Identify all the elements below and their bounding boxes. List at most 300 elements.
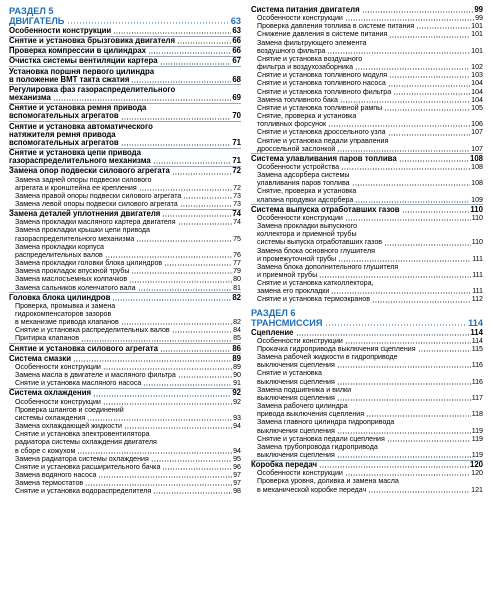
toc-entry-page: 66 bbox=[232, 46, 241, 56]
toc-entry[interactable] bbox=[9, 37, 241, 45]
toc-entry-label: Снятие и установка распределительных валов bbox=[15, 326, 170, 335]
section-6-number: РАЗДЕЛ 6 bbox=[251, 307, 296, 318]
toc-entry-page: 104 bbox=[471, 95, 483, 104]
toc-entry-page: 74 bbox=[232, 209, 241, 219]
toc-entry-page: 118 bbox=[471, 410, 483, 419]
toc-entry-page: 89 bbox=[233, 362, 241, 371]
toc-entry[interactable] bbox=[9, 243, 241, 251]
toc-entry[interactable] bbox=[251, 196, 483, 204]
toc-entry-page: 72 bbox=[233, 183, 241, 192]
toc-entry-page: 104 bbox=[471, 87, 483, 96]
toc-left-column bbox=[9, 6, 241, 600]
toc-entry[interactable] bbox=[251, 6, 483, 14]
toc-entry[interactable] bbox=[9, 371, 241, 379]
toc-entry[interactable] bbox=[9, 294, 241, 302]
leader-dots bbox=[366, 411, 471, 418]
toc-entry-page: 101 bbox=[471, 46, 483, 55]
leader-dots bbox=[164, 260, 232, 267]
toc-entry[interactable] bbox=[251, 163, 483, 171]
leader-dots bbox=[319, 462, 469, 469]
toc-entry-page: 110 bbox=[471, 213, 483, 222]
toc-entry[interactable] bbox=[251, 443, 483, 451]
toc-entry[interactable] bbox=[9, 422, 241, 430]
leader-dots bbox=[105, 252, 232, 259]
toc-entry-label: Снятие и установка термоэкранов bbox=[257, 295, 371, 304]
toc-entry[interactable] bbox=[9, 430, 241, 438]
toc-entry-label: Снятие и установка педали сцепления bbox=[257, 434, 385, 443]
toc-entry-label: Коробка передач bbox=[251, 460, 318, 470]
toc-entry-page: 90 bbox=[233, 371, 241, 380]
leader-dots bbox=[172, 168, 231, 175]
toc-entry-label: Очистка системы вентиляции картера bbox=[9, 56, 158, 66]
toc-entry[interactable] bbox=[9, 379, 241, 387]
toc-entry[interactable] bbox=[251, 279, 483, 287]
toc-entry[interactable] bbox=[251, 369, 483, 377]
toc-entry[interactable] bbox=[251, 469, 483, 477]
leader-dots bbox=[337, 362, 471, 369]
toc-entry-page: 109 bbox=[471, 195, 483, 204]
toc-entry[interactable] bbox=[251, 128, 483, 136]
toc-entry-page: 67 bbox=[232, 56, 241, 66]
toc-entry[interactable] bbox=[251, 222, 483, 230]
toc-entry[interactable] bbox=[251, 402, 483, 410]
toc-entry[interactable] bbox=[9, 389, 241, 397]
toc-entry-page: 101 bbox=[471, 22, 483, 31]
section-6-heading bbox=[251, 308, 483, 328]
toc-entry[interactable] bbox=[251, 179, 483, 187]
toc-entry[interactable] bbox=[251, 230, 483, 238]
toc-entry[interactable] bbox=[251, 63, 483, 71]
toc-entry-label: Замена опор подвески силового агрегата bbox=[9, 166, 170, 176]
toc-entry[interactable] bbox=[9, 284, 241, 292]
section-6-page: 114 bbox=[468, 317, 483, 328]
toc-entry[interactable] bbox=[251, 247, 483, 255]
leader-dots bbox=[93, 390, 231, 397]
toc-entry-label: клапана продувки адсорбера bbox=[257, 195, 354, 204]
leader-dots bbox=[121, 140, 232, 147]
toc-entry-label: Снятие и установка расширительного бачка bbox=[15, 462, 161, 471]
leader-dots bbox=[178, 219, 233, 226]
toc-entry-label: Снятие и установка автоматического bbox=[9, 121, 153, 131]
toc-entry[interactable] bbox=[251, 30, 483, 38]
toc-entry-page: 96 bbox=[233, 462, 241, 471]
leader-dots bbox=[103, 398, 232, 405]
leader-dots bbox=[121, 319, 232, 326]
leader-dots bbox=[352, 180, 471, 187]
toc-entry[interactable] bbox=[251, 145, 483, 153]
toc-entry-label: системы охлаждения bbox=[15, 413, 86, 422]
toc-right-entries-top bbox=[251, 6, 483, 304]
toc-entry-page: 108 bbox=[471, 162, 483, 171]
toc-entry-label: Система смазки bbox=[9, 353, 71, 363]
toc-entry-label: Замена охлаждающей жидкости bbox=[15, 422, 122, 431]
toc-entry[interactable] bbox=[9, 302, 241, 310]
toc-entry-label: газораспределительного механизма bbox=[9, 156, 151, 166]
toc-entry-page: 114 bbox=[470, 327, 483, 337]
toc-entry-page: 114 bbox=[471, 336, 483, 345]
toc-entry[interactable] bbox=[9, 251, 241, 259]
leader-dots bbox=[180, 201, 232, 208]
toc-entry-label: Снижение давления в системе питания bbox=[257, 30, 388, 39]
leader-dots bbox=[129, 276, 232, 283]
toc-entry[interactable] bbox=[251, 88, 483, 96]
toc-entry-page: 86 bbox=[232, 343, 241, 353]
toc-entry-page: 66 bbox=[232, 36, 241, 46]
toc-entry[interactable] bbox=[251, 187, 483, 195]
toc-entry[interactable] bbox=[251, 79, 483, 87]
toc-entry-page: 92 bbox=[233, 397, 241, 406]
toc-entry-page: 107 bbox=[471, 144, 483, 153]
toc-entry-label: распределительных валов bbox=[15, 250, 103, 259]
leader-dots bbox=[172, 327, 232, 334]
section-5-number: РАЗДЕЛ 5 bbox=[9, 6, 54, 16]
toc-entry-page: 104 bbox=[471, 79, 483, 88]
toc-entry-page: 71 bbox=[232, 156, 241, 166]
section-5-page: 63 bbox=[230, 16, 241, 26]
toc-entry-page: 101 bbox=[471, 30, 483, 39]
toc-entry[interactable] bbox=[251, 206, 483, 214]
leader-dots bbox=[327, 47, 470, 54]
toc-entry[interactable] bbox=[251, 329, 483, 337]
toc-entry[interactable] bbox=[251, 418, 483, 426]
toc-entry-page: 95 bbox=[233, 454, 241, 463]
toc-entry[interactable] bbox=[9, 487, 241, 495]
leader-dots bbox=[136, 235, 232, 242]
toc-entry-label: Замена блока дополнительного глушителя bbox=[257, 262, 399, 271]
section-6-title-row bbox=[251, 318, 483, 328]
toc-entry[interactable] bbox=[9, 334, 241, 342]
toc-entry[interactable] bbox=[9, 318, 241, 326]
leader-dots bbox=[121, 113, 232, 120]
toc-entry-label: Замена левой опоры подвески силового агрегата bbox=[15, 199, 178, 208]
toc-entry[interactable] bbox=[9, 47, 241, 55]
toc-entry-label: Проверка, промывка и замена bbox=[15, 301, 116, 310]
toc-entry[interactable] bbox=[9, 398, 241, 406]
toc-entry-label: Замена прокладок впускной трубы bbox=[15, 267, 130, 276]
toc-entry[interactable] bbox=[251, 112, 483, 120]
toc-entry[interactable] bbox=[9, 27, 241, 35]
toc-entry-label: агрегата и кронштейна ее крепления bbox=[15, 183, 137, 192]
toc-entry[interactable] bbox=[9, 479, 241, 487]
leader-dots bbox=[77, 447, 232, 454]
toc-entry[interactable] bbox=[9, 438, 241, 446]
toc-entry-label: Замена адсорбера системы bbox=[257, 171, 350, 180]
toc-entry-label: Замена рабочего цилиндра bbox=[257, 402, 348, 411]
toc-entry[interactable] bbox=[9, 326, 241, 334]
toc-entry[interactable] bbox=[251, 295, 483, 303]
toc-entry-page: 70 bbox=[232, 111, 241, 121]
toc-entry-page: 97 bbox=[233, 479, 241, 488]
toc-entry[interactable] bbox=[251, 451, 483, 459]
toc-entry-label: выключения сцепления bbox=[257, 426, 335, 435]
toc-entry-page: 119 bbox=[471, 426, 483, 435]
toc-entry-label: Замена сальников коленчатого вала bbox=[15, 283, 136, 292]
leader-dots bbox=[124, 423, 232, 430]
toc-entry[interactable] bbox=[9, 463, 241, 471]
toc-entry[interactable] bbox=[251, 271, 483, 279]
toc-entry-label: Замена термостатов bbox=[15, 479, 84, 488]
toc-entry[interactable] bbox=[251, 378, 483, 386]
toc-entry-label: Прокачка гидропривода выключения сцепления bbox=[257, 344, 416, 353]
toc-entry-label: вспомогательных агрегатов bbox=[9, 137, 119, 147]
toc-entry[interactable] bbox=[9, 184, 241, 192]
leader-dots bbox=[143, 380, 232, 387]
toc-entry[interactable] bbox=[9, 167, 241, 175]
toc-entry-label: Замена главного цилиндра гидропривода bbox=[257, 418, 395, 427]
toc-entry-page: 92 bbox=[232, 388, 241, 398]
toc-entry-page: 73 bbox=[233, 199, 241, 208]
toc-entry-label: Снятие и установка масляного насоса bbox=[15, 379, 142, 388]
toc-entry-page: 121 bbox=[471, 485, 483, 494]
toc-entry-label: Замена подшипника и вилки bbox=[257, 385, 352, 394]
toc-entry[interactable] bbox=[251, 410, 483, 418]
toc-entry-label: выключения сцепления bbox=[257, 361, 335, 370]
toc-entry-page: 111 bbox=[472, 271, 483, 279]
leader-dots bbox=[53, 95, 231, 102]
toc-entry[interactable] bbox=[251, 55, 483, 63]
toc-entry-page: 63 bbox=[232, 26, 241, 35]
toc-entry[interactable] bbox=[9, 76, 241, 84]
toc-entry-label: Проверка шлангов и соединений bbox=[15, 405, 124, 414]
toc-entry[interactable] bbox=[251, 120, 483, 128]
toc-entry-label: Особенности конструкции bbox=[9, 26, 112, 35]
toc-entry-label: Снятие и установка катколлектора, bbox=[257, 279, 374, 288]
leader-dots bbox=[319, 272, 471, 279]
toc-entry[interactable] bbox=[251, 394, 483, 402]
toc-entry-label: Сцепление bbox=[251, 327, 294, 337]
toc-entry[interactable] bbox=[251, 39, 483, 47]
toc-entry[interactable] bbox=[251, 486, 483, 494]
leader-dots bbox=[85, 480, 232, 487]
toc-entry-page: 107 bbox=[471, 128, 483, 137]
leader-dots bbox=[388, 80, 470, 87]
toc-entry[interactable] bbox=[251, 47, 483, 55]
toc-entry-page: 110 bbox=[470, 204, 483, 214]
toc-entry-label: выключения сцепления bbox=[257, 377, 335, 386]
toc-entry[interactable] bbox=[251, 337, 483, 345]
toc-entry-label: Замена трубопровода гидропривода bbox=[257, 442, 378, 451]
leader-dots bbox=[87, 415, 232, 422]
toc-entry-label: Особенности конструкции bbox=[257, 213, 343, 222]
toc-entry[interactable] bbox=[251, 214, 483, 222]
toc-entry-page: 117 bbox=[471, 393, 483, 402]
toc-entry-label: Головка блока цилиндров bbox=[9, 292, 111, 302]
toc-entry-label: Особенности конструкции bbox=[257, 14, 343, 23]
toc-entry[interactable] bbox=[9, 112, 241, 120]
toc-entry-label: Снятие, проверка и установка bbox=[257, 112, 357, 121]
toc-entry[interactable] bbox=[251, 427, 483, 435]
toc-entry-label: Снятие и установка топливного насоса bbox=[257, 79, 386, 88]
toc-entry-label: механизма bbox=[9, 93, 51, 103]
leader-dots bbox=[340, 96, 470, 103]
toc-entry[interactable] bbox=[9, 157, 241, 165]
toc-entry-label: гидрокомпенсаторов зазоров bbox=[15, 310, 112, 318]
toc-entry-label: Проверка уровня, доливка и замена масла bbox=[257, 477, 399, 486]
toc-entry[interactable] bbox=[251, 287, 483, 295]
leader-dots bbox=[81, 335, 232, 342]
toc-entry-label: улавливания паров топлива bbox=[257, 179, 350, 188]
toc-entry[interactable] bbox=[9, 447, 241, 455]
toc-entry[interactable] bbox=[9, 414, 241, 422]
leader-dots bbox=[402, 206, 470, 213]
toc-entry[interactable] bbox=[9, 455, 241, 463]
leader-dots bbox=[393, 88, 470, 95]
toc-entry[interactable] bbox=[9, 355, 241, 363]
toc-left-entries bbox=[9, 27, 241, 495]
leader-dots bbox=[160, 345, 231, 352]
leader-dots bbox=[112, 294, 231, 301]
leader-dots bbox=[362, 7, 474, 14]
toc-entry[interactable] bbox=[251, 171, 483, 179]
toc-entry-label: Снятие и установка цепи привода bbox=[9, 148, 141, 158]
toc-entry[interactable] bbox=[251, 255, 483, 263]
toc-entry-label: Замена радиатора системы охлаждения bbox=[15, 454, 149, 463]
toc-entry[interactable] bbox=[9, 192, 241, 200]
toc-entry[interactable] bbox=[251, 461, 483, 469]
toc-entry-page: 111 bbox=[472, 254, 483, 263]
toc-entry-page: 72 bbox=[232, 166, 241, 176]
toc-entry[interactable] bbox=[251, 96, 483, 104]
toc-entry-label: Проверка давления топлива в системе питания bbox=[257, 22, 415, 31]
toc-entry-page: 84 bbox=[233, 326, 241, 335]
toc-entry-label: Особенности конструкции bbox=[257, 469, 343, 478]
toc-entry[interactable] bbox=[251, 22, 483, 30]
toc-entry[interactable] bbox=[9, 267, 241, 275]
toc-entry-label: Особенности конструкции bbox=[15, 362, 101, 371]
toc-entry[interactable] bbox=[9, 200, 241, 208]
toc-entry[interactable] bbox=[9, 94, 241, 102]
toc-entry[interactable] bbox=[9, 176, 241, 184]
toc-entry-label: в положение ВМТ такта сжатия bbox=[9, 74, 130, 84]
toc-entry-page: 76 bbox=[233, 250, 241, 259]
toc-entry-page: 110 bbox=[471, 238, 483, 247]
toc-entry-label: Проверка компрессии в цилиндрах bbox=[9, 46, 147, 56]
toc-entry[interactable] bbox=[251, 238, 483, 246]
toc-entry-label: Замена блока основного глушителя bbox=[257, 246, 375, 255]
toc-entry[interactable] bbox=[9, 218, 241, 226]
leader-dots bbox=[178, 372, 232, 379]
toc-entry[interactable] bbox=[9, 139, 241, 147]
toc-entry-label: в механизме привода клапанов bbox=[15, 318, 119, 327]
toc-entry-label: дроссельной заслонкой bbox=[257, 144, 336, 153]
toc-entry[interactable] bbox=[9, 57, 241, 65]
toc-entry-page: 102 bbox=[471, 63, 483, 72]
toc-entry[interactable] bbox=[9, 275, 241, 283]
toc-entry-label: Снятие и установка силового агрегата bbox=[9, 343, 158, 353]
leader-dots bbox=[389, 72, 470, 79]
toc-entry[interactable] bbox=[9, 363, 241, 371]
toc-entry-page: 82 bbox=[233, 318, 241, 327]
leader-dots bbox=[355, 64, 470, 71]
toc-entry-label: коллектора и приемной трубы bbox=[257, 230, 357, 239]
toc-entry-label: Снятие и установка воздушного bbox=[257, 54, 363, 63]
toc-entry-page: 75 bbox=[233, 234, 241, 243]
leader-dots bbox=[345, 215, 471, 222]
toc-entry[interactable] bbox=[9, 406, 241, 414]
leader-dots bbox=[162, 211, 231, 218]
toc-entry-page: 97 bbox=[233, 470, 241, 479]
toc-entry[interactable] bbox=[251, 435, 483, 443]
leader-dots bbox=[337, 452, 471, 459]
toc-entry-page: 99 bbox=[474, 5, 483, 14]
toc-entry-page: 81 bbox=[233, 283, 241, 292]
toc-entry[interactable] bbox=[251, 345, 483, 353]
leader-dots bbox=[345, 15, 474, 22]
leader-dots bbox=[345, 470, 470, 477]
toc-entry-label: Регулировка фаз газораспределительного bbox=[9, 84, 176, 94]
toc-entry-label: Снятие и установка топливного фильтра bbox=[257, 87, 392, 96]
toc-entry[interactable] bbox=[251, 361, 483, 369]
leader-dots bbox=[131, 268, 232, 275]
toc-entry[interactable] bbox=[9, 210, 241, 218]
leader-dots bbox=[73, 355, 231, 362]
toc-entry[interactable] bbox=[251, 14, 483, 22]
toc-entry-page: 79 bbox=[233, 267, 241, 276]
toc-entry[interactable] bbox=[251, 353, 483, 361]
toc-entry-page: 120 bbox=[469, 460, 483, 470]
toc-entry[interactable] bbox=[251, 155, 483, 163]
toc-entry-label: Замена фильтрующего элемента bbox=[257, 38, 367, 47]
leader-dots bbox=[389, 31, 470, 38]
toc-entry[interactable] bbox=[9, 471, 241, 479]
toc-entry-label: газораспределительного механизма bbox=[15, 234, 135, 243]
toc-entry-label: Замена топливного бака bbox=[257, 95, 338, 104]
toc-entry-label: воздушного фильтра bbox=[257, 46, 326, 55]
toc-entry[interactable] bbox=[251, 137, 483, 145]
toc-entry-page: 105 bbox=[471, 103, 483, 112]
toc-entry-page: 103 bbox=[471, 71, 483, 80]
toc-entry-label: Замена водяного насоса bbox=[15, 470, 97, 479]
toc-entry[interactable] bbox=[9, 235, 241, 243]
toc-entry-page: 112 bbox=[471, 295, 483, 304]
toc-entry[interactable] bbox=[251, 104, 483, 112]
toc-entry[interactable] bbox=[251, 71, 483, 79]
toc-entry-label: вспомогательных агрегатов bbox=[9, 111, 119, 121]
toc-entry-page: 119 bbox=[471, 450, 483, 459]
leader-dots bbox=[328, 121, 470, 128]
leader-dots bbox=[177, 38, 231, 45]
toc-entry-page: 116 bbox=[471, 377, 483, 386]
toc-entry-label: системы выпуска отработавших газов bbox=[257, 238, 383, 247]
toc-entry[interactable] bbox=[251, 263, 483, 271]
toc-entry-page: 94 bbox=[233, 422, 241, 431]
toc-entry[interactable] bbox=[251, 477, 483, 485]
toc-entry-label: Замена правой опоры подвески силового агрегата bbox=[15, 191, 182, 200]
leader-dots bbox=[153, 158, 232, 165]
toc-entry[interactable] bbox=[9, 259, 241, 267]
leader-dots bbox=[337, 395, 471, 402]
toc-entry-page: 99 bbox=[475, 14, 483, 23]
leader-dots bbox=[331, 288, 471, 295]
toc-entry-label: Замена масла в двигателе и масляного фильтра bbox=[15, 371, 176, 380]
toc-entry-label: Система охлаждения bbox=[9, 388, 92, 398]
leader-dots bbox=[151, 455, 232, 462]
leader-dots bbox=[368, 486, 470, 493]
toc-entry[interactable] bbox=[251, 386, 483, 394]
leader-dots bbox=[67, 17, 228, 24]
toc-entry[interactable] bbox=[9, 310, 241, 318]
toc-entry-label: в механической коробке передач bbox=[257, 485, 367, 494]
leader-dots bbox=[384, 239, 471, 246]
toc-entry[interactable] bbox=[9, 345, 241, 353]
toc-entry-label: Замена деталей уплотнения двигателя bbox=[9, 209, 161, 219]
toc-entry-label: Снятие и установка электровентилятора bbox=[15, 430, 150, 439]
toc-entry[interactable] bbox=[9, 226, 241, 234]
toc-entry-label: Замена прокладки масляного картера двигателя bbox=[15, 218, 176, 227]
leader-dots bbox=[337, 427, 471, 434]
toc-entry-label: радиатора системы охлаждения двигателя bbox=[15, 438, 157, 447]
toc-entry-label: Снятие и установка топливного модуля bbox=[257, 71, 388, 80]
